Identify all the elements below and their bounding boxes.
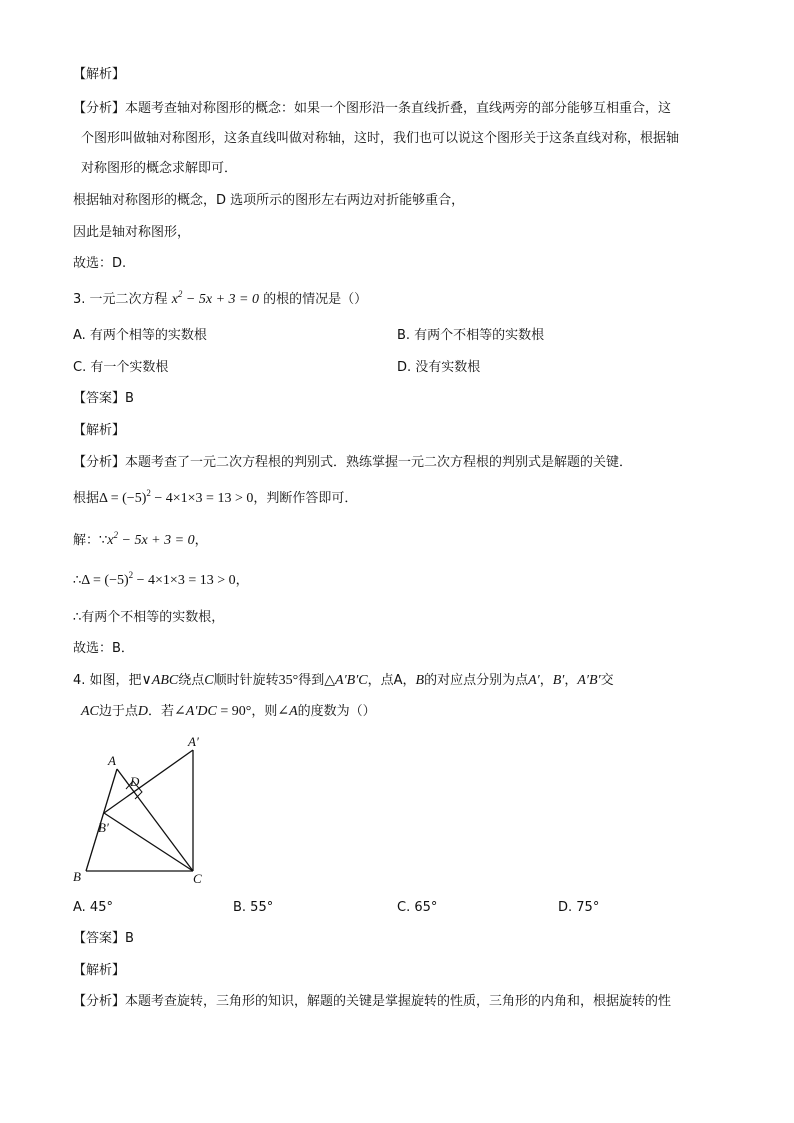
- option-b[interactable]: B. 55°: [233, 900, 274, 915]
- question-4-stem-2: AC边于点D．若∠A′DC = 90°，则∠A的度数为（）: [81, 704, 376, 719]
- answer-label: 【答案】B: [73, 391, 134, 406]
- label-b: B: [73, 869, 81, 884]
- solution-line-1: 解：$\because x^2 - 5x + 3 = 0$，: [73, 530, 208, 548]
- jiexi-heading: 【解析】: [73, 67, 126, 82]
- label-d: D: [130, 774, 140, 789]
- rotation-figure: [70, 728, 230, 888]
- option-d[interactable]: D. 没有实数根: [397, 360, 481, 375]
- analysis-line-2: 个图形叫做轴对称图形，这条直线叫做对称轴，这时，我们也可以说这个图形关于这条直线对称，根据轴: [81, 131, 680, 146]
- solution-line-2: 因此是轴对称图形，: [73, 225, 191, 240]
- question-3-stem: 3. 一元二次方程 $x^2 - 5x + 3 = 0$ 的根的情况是（）: [73, 289, 368, 307]
- answer-line: 故选：B．: [73, 641, 134, 656]
- discriminant-line: 根据$\Delta = (-5)^2 - 4\times 1\times 3 = 13 > 0$，判断作答即可．: [73, 488, 358, 506]
- label-c: C: [193, 871, 202, 886]
- solution-line-2: ∴Δ = $(-5)^2 - 4\times 1\times 3 = 13 > 0$，: [73, 570, 249, 588]
- analysis-line-3: 对称图形的概念求解即可．: [81, 161, 238, 176]
- option-b[interactable]: B. 有两个不相等的实数根: [397, 328, 545, 343]
- analysis-line: 【分析】本题考查旋转，三角形的知识，解题的关键是掌握旋转的性质，三角形的内角和，根据旋转的性: [73, 994, 672, 1009]
- analysis-line-1: 【分析】本题考查轴对称图形的概念：如果一个图形沿一条直线折叠，直线两旁的部分能够互相重合，这: [73, 101, 672, 116]
- discriminant-formula: $\Delta = (-5)^2 - 4\times 1\times 3 = 13 > 0$: [99, 488, 254, 506]
- option-a[interactable]: A. 有两个相等的实数根: [73, 328, 207, 343]
- question-4-stem-1: 4. 如图，把∨ABC绕点C顺时针旋转35°得到△A′B′C，点A，B的对应点分别为点A′，B′，A′B′交: [73, 673, 614, 688]
- option-c[interactable]: C. 有一个实数根: [73, 360, 169, 375]
- option-a[interactable]: A. 45°: [73, 900, 113, 915]
- answer-line: 故选：D.: [73, 256, 127, 271]
- label-a: A: [108, 753, 116, 768]
- jiexi-heading: 【解析】: [73, 423, 126, 438]
- quadratic-equation: $x^2 - 5x + 3 = 0$: [171, 289, 259, 307]
- solution-line-3: ∴有两个不相等的实数根，: [73, 610, 225, 625]
- label-a-prime: A′: [188, 734, 199, 749]
- analysis-line: 【分析】本题考查了一元二次方程根的判别式．熟练掌握一元二次方程根的判别式是解题的关键．: [73, 455, 633, 470]
- solution-line-1: 根据轴对称图形的概念，D 选项所示的图形左右两边对折能够重合，: [73, 193, 465, 208]
- jiexi-heading: 【解析】: [73, 963, 126, 978]
- answer-label: 【答案】B: [73, 931, 134, 946]
- option-c[interactable]: C. 65°: [397, 900, 438, 915]
- label-b-prime: B′: [98, 820, 109, 835]
- option-d[interactable]: D. 75°: [558, 900, 600, 915]
